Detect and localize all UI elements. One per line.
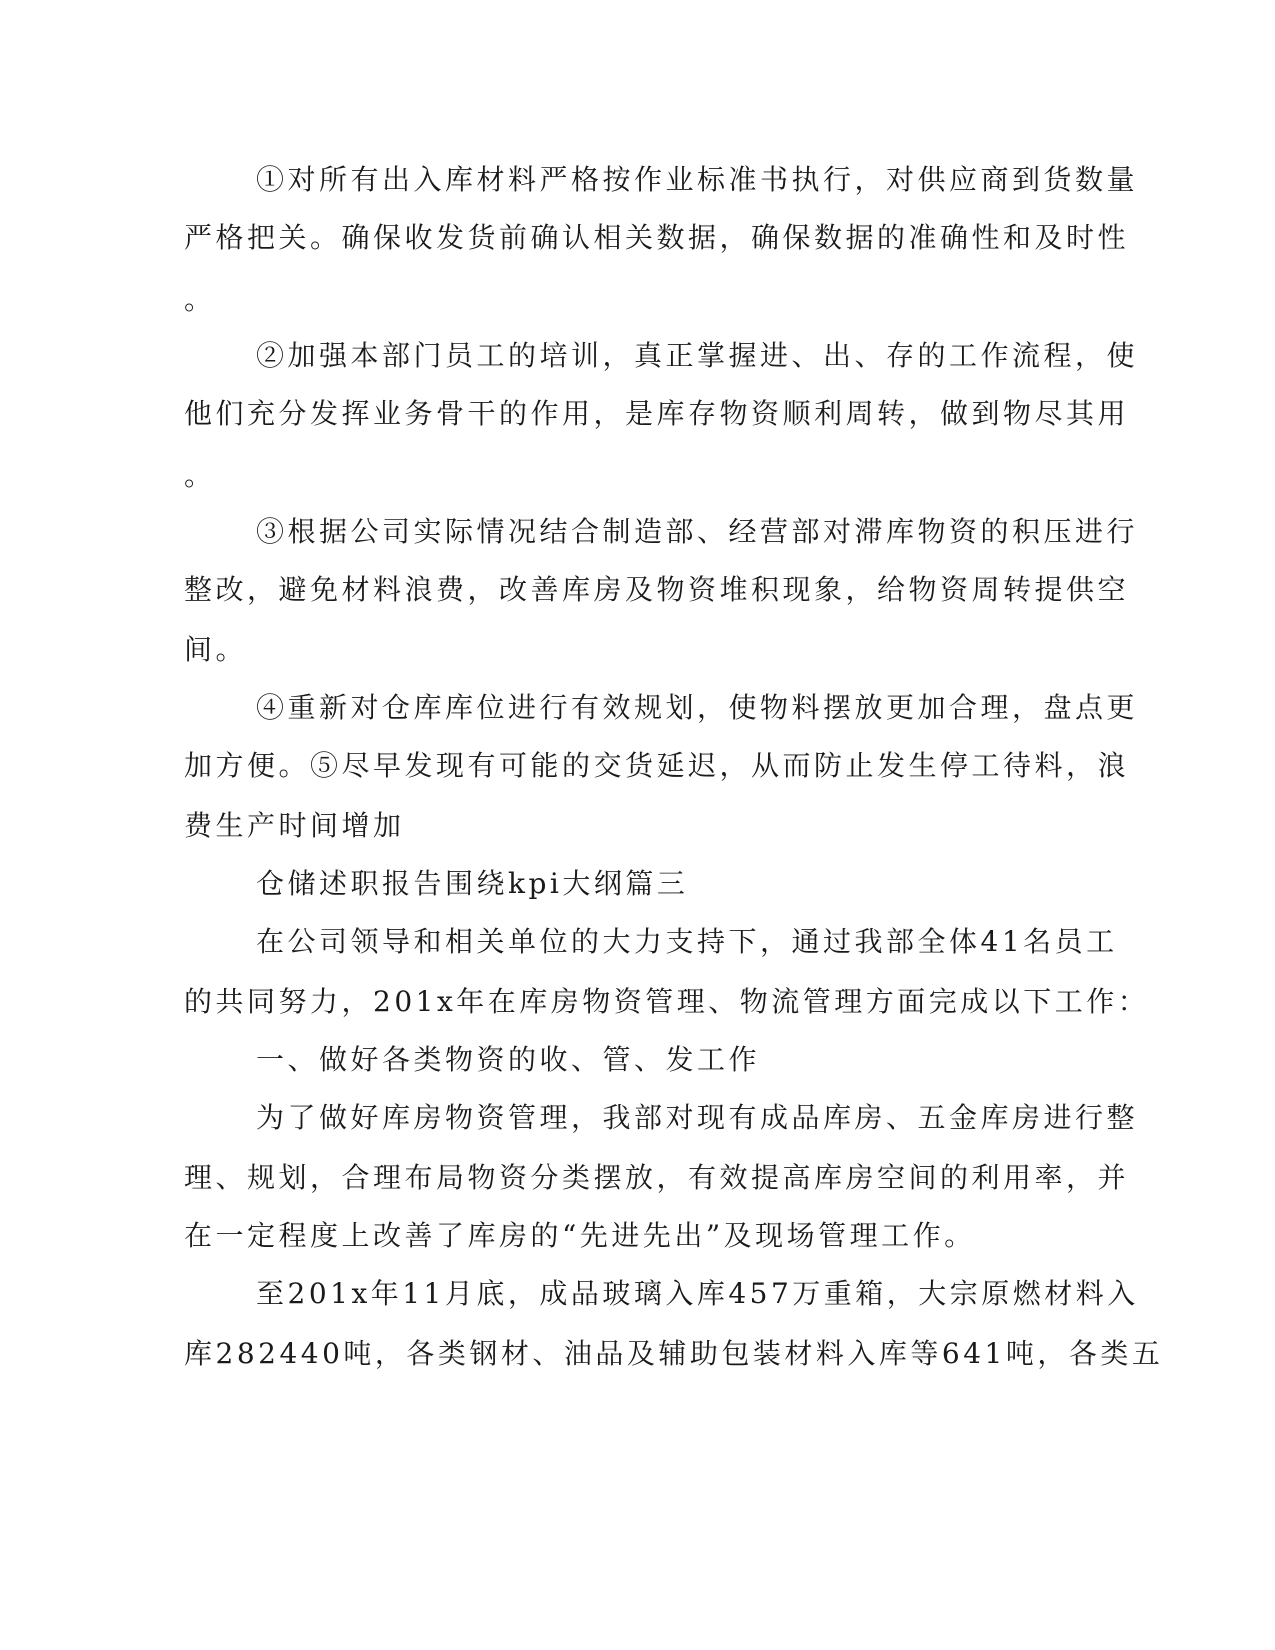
text-line: 。 bbox=[184, 283, 216, 316]
text-line: 库282440吨，各类钢材、油品及辅助包装材料入库等641吨，各类五 bbox=[184, 1337, 1164, 1370]
text-line: ③根据公司实际情况结合制造部、经营部对滞库物资的积压进行 bbox=[256, 515, 1139, 548]
text-line: 间。 bbox=[184, 633, 248, 666]
text-line: 理、规划，合理布局物资分类摆放，有效提高库房空间的利用率，并 bbox=[184, 1161, 1130, 1194]
text-line: 在一定程度上改善了库房的“先进先出”及现场管理工作。 bbox=[184, 1219, 976, 1252]
text-line: 为了做好库房物资管理，我部对现有成品库房、五金库房进行整 bbox=[256, 1101, 1139, 1134]
text-line: 至201x年11月底，成品玻璃入库457万重箱，大宗原燃材料入 bbox=[256, 1277, 1139, 1310]
text-line: 在公司领导和相关单位的大力支持下，通过我部全体41名员工 bbox=[256, 925, 1118, 958]
text-line: ④重新对仓库库位进行有效规划，使物料摆放更加合理，盘点更 bbox=[256, 691, 1139, 724]
text-line: 。 bbox=[184, 459, 216, 492]
text-line: 整改，避免材料浪费，改善库房及物资堆积现象，给物资周转提供空 bbox=[184, 573, 1130, 606]
text-line: 加方便。⑤尽早发现有可能的交货延迟，从而防止发生停工待料，浪 bbox=[184, 749, 1130, 782]
text-line: 严格把关。确保收发货前确认相关数据，确保数据的准确性和及时性 bbox=[184, 221, 1130, 254]
text-line: ①对所有出入库材料严格按作业标准书执行，对供应商到货数量 bbox=[256, 163, 1139, 196]
text-line: ②加强本部门员工的培训，真正掌握进、出、存的工作流程，使 bbox=[256, 339, 1139, 372]
text-line: 的共同努力，201x年在库房物资管理、物流管理方面完成以下工作： bbox=[184, 985, 1150, 1018]
section-heading: 仓储述职报告围绕kpi大纲篇三 bbox=[256, 867, 689, 900]
text-line: 他们充分发挥业务骨干的作用，是库存物资顺利周转，做到物尽其用 bbox=[184, 397, 1130, 430]
text-line: 费生产时间增加 bbox=[184, 809, 405, 842]
subsection-heading: 一、做好各类物资的收、管、发工作 bbox=[256, 1043, 761, 1076]
